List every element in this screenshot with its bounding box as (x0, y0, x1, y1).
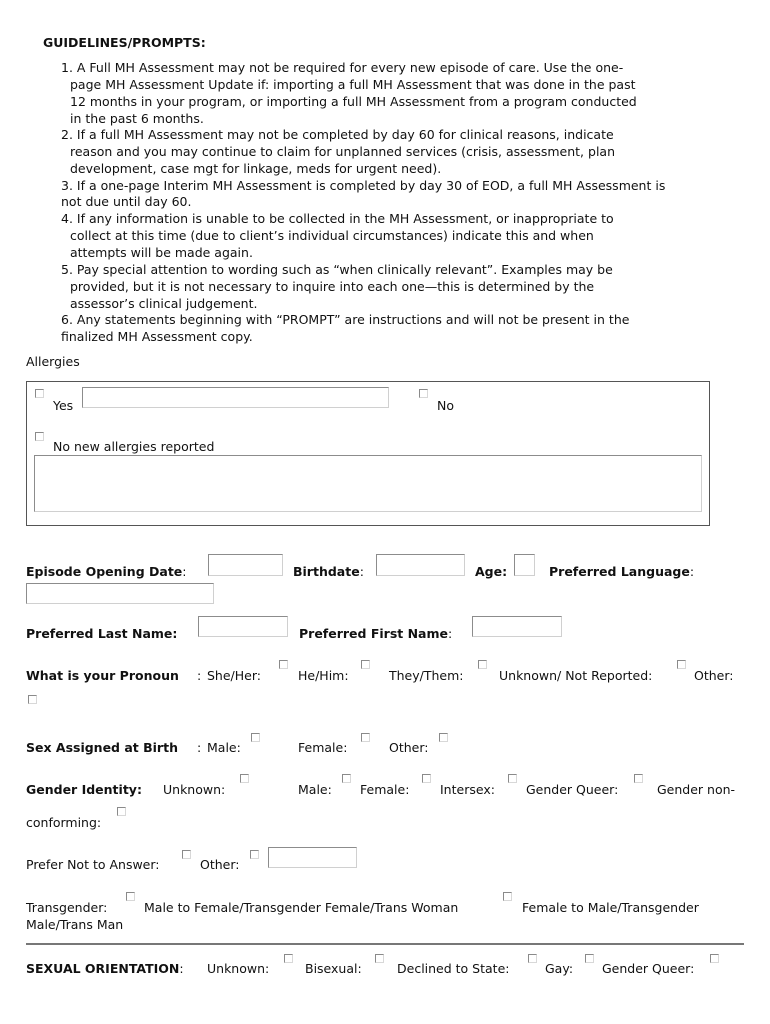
guideline-line: in the past 6 months. (70, 111, 204, 126)
transgender-mtf-label: Male to Female/Transgender Female/Trans Woman (144, 900, 459, 915)
pronoun-she-her-label: She/Her: (207, 668, 261, 683)
episode-opening-date-field[interactable] (208, 554, 283, 576)
birthdate-label: Birthdate: (293, 564, 364, 579)
guideline-line: 4. If any information is unable to be collected in the MH Assessment, or inappropriate to (61, 211, 614, 226)
orientation-gay-label: Gay: (545, 961, 574, 976)
gender-identity-label: Gender Identity: (26, 782, 142, 797)
sex-assigned-label: Sex Assigned at Birth (26, 740, 178, 755)
allergies-label: Allergies (26, 354, 80, 369)
gender-nonconforming-label: Gender non- (657, 782, 736, 797)
gender-other-checkbox[interactable] (250, 850, 259, 859)
birthdate-field[interactable] (376, 554, 465, 576)
orientation-unknown-label: Unknown: (207, 961, 270, 976)
transgender-label: Transgender: (26, 900, 108, 915)
pronoun-unknown-checkbox[interactable] (677, 660, 686, 669)
preferred-language-field[interactable] (26, 583, 214, 604)
gender-queer-checkbox[interactable] (634, 774, 643, 783)
pronoun-she-her-checkbox[interactable] (279, 660, 288, 669)
orientation-gay-checkbox[interactable] (585, 954, 594, 963)
transgender-ftm-label-cont: Male/Trans Man (26, 917, 124, 932)
sex-other-checkbox[interactable] (439, 733, 448, 742)
orientation-gender-queer-label: Gender Queer: (602, 961, 695, 976)
pronoun-he-him-checkbox[interactable] (361, 660, 370, 669)
sex-male-label: Male: (207, 740, 241, 755)
guideline-line: not due until day 60. (61, 194, 192, 209)
section-divider (26, 943, 744, 945)
preferred-last-name-label: Preferred Last Name: (26, 626, 178, 641)
pronoun-other-label: Other: (694, 668, 734, 683)
guideline-line: page MH Assessment Update if: importing a full MH Assessment that was done in the past (70, 77, 636, 92)
episode-opening-date-label: Episode Opening Date: (26, 564, 187, 579)
orientation-declined-label: Declined to State: (397, 961, 510, 976)
no-new-allergies-label: No new allergies reported (53, 439, 215, 454)
pronoun-unknown-label: Unknown/ Not Reported: (499, 668, 653, 683)
preferred-first-name-label: Preferred First Name: (299, 626, 453, 641)
guideline-line: 6. Any statements beginning with “PROMPT” are instructions and will not be present in the (61, 312, 630, 327)
guideline-line: development, case mgt for linkage, meds for urgent need). (70, 161, 442, 176)
orientation-bisexual-checkbox[interactable] (375, 954, 384, 963)
orientation-gender-queer-checkbox[interactable] (710, 954, 719, 963)
preferred-first-name-field[interactable] (472, 616, 562, 637)
gender-prefer-not-checkbox[interactable] (182, 850, 191, 859)
sex-female-label: Female: (298, 740, 348, 755)
gender-other-field[interactable] (268, 847, 357, 868)
pronoun-label: What is your Pronoun (26, 668, 179, 683)
allergies-no-label: No (437, 398, 454, 413)
allergies-no-checkbox[interactable] (419, 389, 428, 398)
transgender-mtf-checkbox[interactable] (126, 892, 135, 901)
pronoun-they-them-label: They/Them: (389, 668, 464, 683)
transgender-ftm-checkbox[interactable] (503, 892, 512, 901)
guideline-line: finalized MH Assessment copy. (61, 329, 253, 344)
pronoun-they-them-checkbox[interactable] (478, 660, 487, 669)
guideline-line: collect at this time (due to client’s individual circumstances) indicate this and when (70, 228, 594, 243)
guideline-line: 12 months in your program, or importing a full MH Assessment from a program conducted (70, 94, 637, 109)
guideline-line: 2. If a full MH Assessment may not be completed by day 60 for clinical reasons, indicate (61, 127, 614, 142)
allergies-yes-label: Yes (53, 398, 74, 413)
gender-intersex-label: Intersex: (440, 782, 495, 797)
sex-female-checkbox[interactable] (361, 733, 370, 742)
gender-nonconforming-label-cont: conforming: (26, 815, 102, 830)
no-new-allergies-checkbox[interactable] (35, 432, 44, 441)
pronoun-other-checkbox[interactable] (28, 695, 37, 704)
gender-queer-label: Gender Queer: (526, 782, 619, 797)
gender-prefer-not-label: Prefer Not to Answer: (26, 857, 160, 872)
guideline-line: 5. Pay special attention to wording such as “when clinically relevant”. Examples may be (61, 262, 613, 277)
gender-other-label: Other: (200, 857, 240, 872)
transgender-ftm-label: Female to Male/Transgender (522, 900, 699, 915)
orientation-unknown-checkbox[interactable] (284, 954, 293, 963)
guidelines-title: GUIDELINES/PROMPTS: (43, 35, 206, 50)
pronoun-he-him-label: He/Him: (298, 668, 349, 683)
guideline-line: 1. A Full MH Assessment may not be required for every new episode of care. Use the one- (61, 60, 624, 75)
age-label: Age: (475, 564, 508, 579)
gender-female-checkbox[interactable] (422, 774, 431, 783)
orientation-declined-checkbox[interactable] (528, 954, 537, 963)
sex-male-checkbox[interactable] (251, 733, 260, 742)
gender-male-label: Male: (298, 782, 332, 797)
gender-male-checkbox[interactable] (342, 774, 351, 783)
age-field[interactable] (514, 554, 535, 576)
gender-unknown-checkbox[interactable] (240, 774, 249, 783)
guideline-line: assessor’s clinical judgement. (70, 296, 258, 311)
guideline-line: provided, but it is not necessary to inquire into each one—this is determined by the (70, 279, 595, 294)
gender-intersex-checkbox[interactable] (508, 774, 517, 783)
preferred-last-name-field[interactable] (198, 616, 288, 637)
guideline-line: attempts will be made again. (70, 245, 253, 260)
sex-assigned-colon: : (197, 740, 202, 755)
pronoun-colon: : (197, 668, 202, 683)
allergies-yes-field[interactable] (82, 387, 389, 408)
guideline-line: 3. If a one-page Interim MH Assessment is completed by day 30 of EOD, a full MH Assessment is (61, 178, 666, 193)
gender-female-label: Female: (360, 782, 410, 797)
orientation-bisexual-label: Bisexual: (305, 961, 362, 976)
guideline-line: reason and you may continue to claim for unplanned services (crisis, assessment, plan (70, 144, 615, 159)
preferred-language-label: Preferred Language: (549, 564, 695, 579)
sex-other-label: Other: (389, 740, 429, 755)
allergies-yes-checkbox[interactable] (35, 389, 44, 398)
gender-unknown-label: Unknown: (163, 782, 226, 797)
gender-nonconforming-checkbox[interactable] (117, 807, 126, 816)
allergies-notes-field[interactable] (34, 455, 702, 512)
sexual-orientation-label: SEXUAL ORIENTATION: (26, 961, 184, 976)
